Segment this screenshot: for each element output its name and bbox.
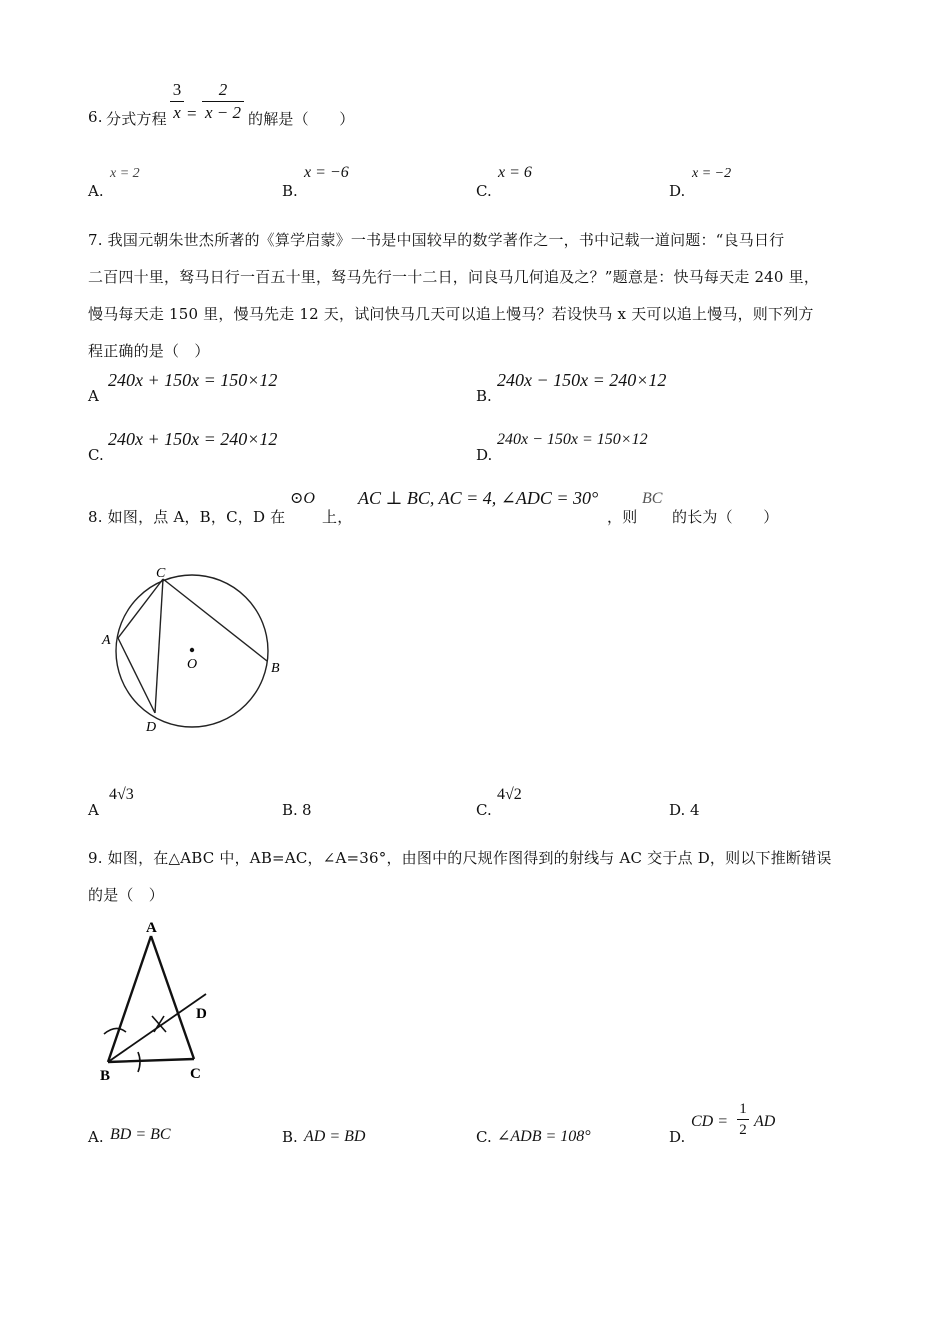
side-ab	[108, 936, 151, 1062]
q6-rhs-fraction	[202, 80, 244, 123]
q7-option-c-label: C.	[88, 446, 104, 464]
label-a: A	[146, 920, 157, 936]
segment-cb	[163, 579, 267, 661]
q9-line-2: 的是（ ）	[88, 886, 165, 904]
q6-option-c-value: x = 6	[498, 164, 532, 181]
q8-option-d-value: 4	[690, 801, 700, 819]
label-o: O	[187, 657, 198, 672]
q8-option-b-value: 8	[302, 801, 312, 819]
q6-prefix: 分式方程	[106, 110, 167, 128]
segment-cd	[155, 579, 163, 713]
q6-option-b-label: B.	[282, 182, 298, 200]
q7-option-a-label: A	[88, 387, 99, 405]
q7-line-2: 二百四十里，驽马日行一百五十里，驽马先行一十二日，问良马几何追及之？”题意是：快马每天走 240 里，	[88, 268, 820, 286]
fraction-bar	[202, 101, 244, 102]
q9-option-d-label: D.	[669, 1128, 686, 1146]
q8-option-c-label: C.	[476, 801, 492, 819]
q7-option-a-value: 240x + 150x = 150×12	[108, 370, 278, 390]
q9-option-b-value: AD = BD	[304, 1128, 366, 1145]
q6-rhs-numerator: 2	[218, 80, 228, 99]
q8-circle-symbol: ⊙O	[290, 490, 315, 507]
segment-ca	[118, 579, 163, 638]
compass-arc-ab	[104, 1028, 126, 1034]
q6-option-a-label: A.	[88, 182, 104, 200]
label-c: C	[190, 1066, 201, 1082]
q9-option-d-lhs: CD =	[691, 1113, 729, 1130]
fraction-bar	[170, 101, 184, 102]
q8-text-part-3: ，则	[607, 508, 638, 526]
q8-option-d-label: D.	[669, 801, 686, 819]
q6-lhs-fraction	[170, 80, 184, 123]
q8-option-c-value: 4√2	[497, 786, 522, 803]
q8-text-part-4: 的长为（ ）	[672, 508, 779, 526]
q6-option-d-label: D.	[669, 182, 686, 200]
q7-option-b-value: 240x − 150x = 240×12	[497, 370, 667, 390]
q9-option-d-numerator: 1	[739, 1101, 747, 1117]
q9-option-b-label: B.	[282, 1128, 298, 1146]
q7-option-d-value: 240x − 150x = 150×12	[497, 431, 648, 448]
q7-line-3: 慢马每天走 150 里，慢马先走 12 天，试问快马几天可以追上慢马？若设快马 x 天可以追上慢马，则下列方	[88, 305, 814, 323]
q6-rhs-denominator: x − 2	[204, 103, 242, 122]
q7-option-b-label: B.	[476, 387, 492, 405]
label-b: B	[271, 661, 280, 676]
segment-ad	[118, 638, 155, 713]
q6-option-d-value: x = −2	[692, 166, 732, 181]
label-c: C	[156, 566, 166, 581]
q9-option-c-label: C.	[476, 1128, 492, 1146]
q8-text-part-1: 8. 如图，点 A，B，C，D 在	[88, 508, 286, 526]
label-d: D	[146, 720, 157, 735]
q6-option-a-value: x = 2	[110, 166, 140, 181]
fraction-bar	[737, 1119, 749, 1120]
q8-option-a-value: 4√3	[109, 786, 134, 803]
q9-option-d-rhs: AD	[754, 1113, 776, 1130]
q6-suffix: 的解是（ ）	[248, 110, 355, 128]
q6-equals: =	[187, 104, 197, 123]
q9-option-c-value: ∠ADB = 108°	[497, 1128, 591, 1145]
q9-option-a-value: BD = BC	[110, 1126, 171, 1143]
q8-option-a-label: A	[88, 801, 99, 819]
side-ac	[151, 936, 194, 1059]
q9-triangle-figure	[94, 912, 218, 1084]
q8-target-segment: BC	[642, 490, 663, 507]
q8-text-part-2: 上，	[322, 508, 353, 526]
q6-option-c-label: C.	[476, 182, 492, 200]
center-point-o	[190, 648, 194, 652]
side-bc	[108, 1059, 194, 1062]
q7-line-4: 程正确的是（ ）	[88, 342, 210, 360]
q9-line-1: 9. 如图，在△ABC 中，AB=AC，∠A=36°，由图中的尺规作图得到的射线与 AC 交于点 D，则以下推断错误	[88, 849, 832, 867]
q6-number: 6.	[88, 108, 103, 126]
q9-option-d-fraction	[737, 1100, 749, 1139]
label-a: A	[102, 633, 111, 648]
q7-option-c-value: 240x + 150x = 240×12	[108, 429, 278, 449]
q6-lhs-denominator: x	[173, 103, 181, 122]
q6-option-b-value: x = −6	[304, 164, 349, 181]
q9-option-a-label: A.	[88, 1128, 104, 1146]
q7-option-d-label: D.	[476, 446, 493, 464]
q8-option-b-label: B.	[282, 801, 298, 819]
q8-circle-figure	[96, 560, 292, 740]
q6-lhs-numerator: 3	[172, 80, 182, 99]
q8-condition: AC ⊥ BC, AC = 4, ∠ADC = 30°	[358, 488, 599, 508]
label-b: B	[100, 1068, 111, 1084]
label-d: D	[196, 1006, 207, 1022]
q7-line-1: 7. 我国元朝朱世杰所著的《算学启蒙》一书是中国较早的数学著作之一，书中记载一道问题：“良马日行	[88, 231, 785, 249]
q9-option-d-denominator: 2	[739, 1122, 747, 1138]
